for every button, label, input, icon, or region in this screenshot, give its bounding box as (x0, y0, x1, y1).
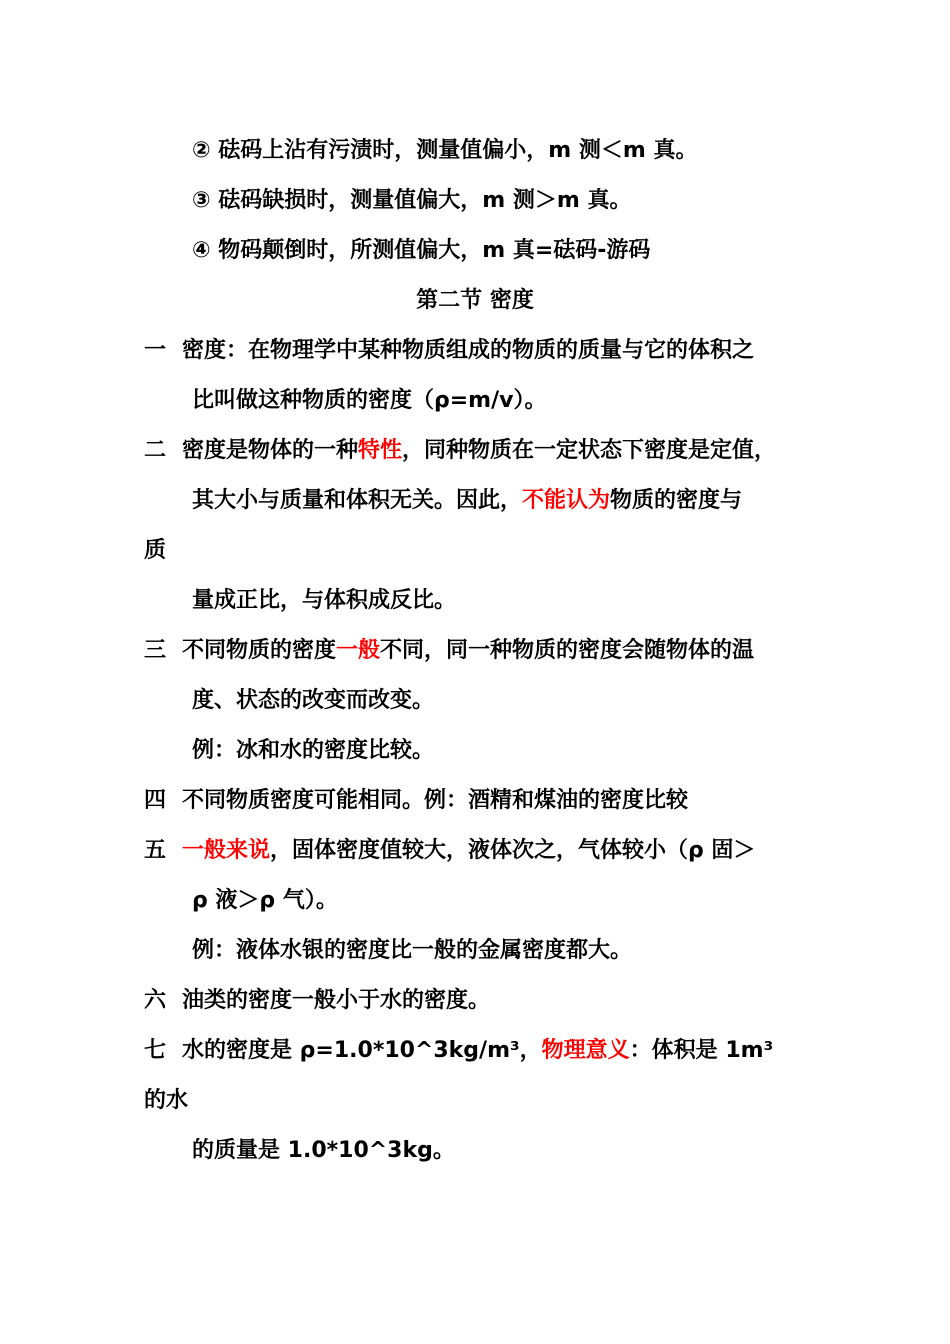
item-two-wrap: 质 (144, 538, 167, 563)
item-text: 不同，同一种物质的密度会随物体的温 (380, 638, 755, 663)
item-text: 物质的密度与 (610, 488, 743, 513)
item-text: 其大小与质量和体积无关。因此， (192, 488, 523, 513)
text-line: ② 砝码上沾有污渍时，测量值偏小，m 测＜m 真。 (192, 138, 698, 163)
item-seven (144, 1036, 773, 1066)
item-three (144, 636, 754, 666)
item-number: 三 (144, 638, 167, 663)
item-number: 六 (144, 988, 167, 1013)
emphasis-text: 特性 (358, 438, 403, 463)
text-line: ④ 物码颠倒时，所测值偏大，m 真=砝码-游码 (192, 238, 651, 263)
item-five (144, 836, 755, 866)
emphasis-text: 一般 (336, 638, 381, 663)
item-three-example: 例：冰和水的密度比较。 (192, 738, 435, 763)
item-two-continued: 量成正比，与体积成反比。 (192, 588, 457, 613)
item-number: 五 (144, 838, 167, 863)
item-number: 二 (144, 438, 167, 463)
item-text: ，同种物质在一定状态下密度是定值， (402, 438, 777, 463)
item-text: 水的密度是 ρ=1.0*10^3kg/m³， (182, 1038, 542, 1063)
item-four (144, 786, 688, 816)
item-text: 密度是物体的一种 (182, 438, 359, 463)
item-five-continued: ρ 液＞ρ 气）。 (192, 888, 338, 913)
item-number: 七 (144, 1038, 167, 1063)
item-text: 不同物质密度可能相同。例：酒精和煤油的密度比较 (182, 788, 689, 813)
text-line: ③ 砝码缺损时，测量值偏大，m 测＞m 真。 (192, 188, 632, 213)
item-number: 一 (144, 338, 167, 363)
item-one-continued: 比叫做这种物质的密度（ρ=m/v）。 (192, 388, 547, 413)
item-one (144, 336, 754, 366)
item-text: 不同物质的密度 (182, 638, 337, 663)
item-text: 油类的密度一般小于水的密度。 (182, 988, 491, 1013)
emphasis-text: 一般来说 (182, 838, 271, 863)
item-six (144, 986, 490, 1016)
item-text: ：体积是 1m³ (629, 1038, 774, 1063)
item-text: ，固体密度值较大，液体次之，气体较小（ρ 固＞ (270, 838, 756, 863)
item-seven-continued: 的质量是 1.0*10^3kg。 (192, 1138, 455, 1163)
item-three-continued: 度、状态的改变而改变。 (192, 688, 435, 713)
item-number: 四 (144, 788, 167, 813)
emphasis-text: 物理意义 (541, 1038, 630, 1063)
item-seven-wrap: 的水 (144, 1088, 189, 1113)
section-title: 第二节 密度 (416, 288, 534, 313)
item-five-example: 例：液体水银的密度比一般的金属密度都大。 (192, 938, 633, 963)
emphasis-text: 不能认为 (522, 488, 611, 513)
item-two-continued (192, 486, 742, 516)
item-two (144, 436, 776, 466)
item-text: 密度：在物理学中某种物质组成的物质的质量与它的体积之 (182, 338, 755, 363)
